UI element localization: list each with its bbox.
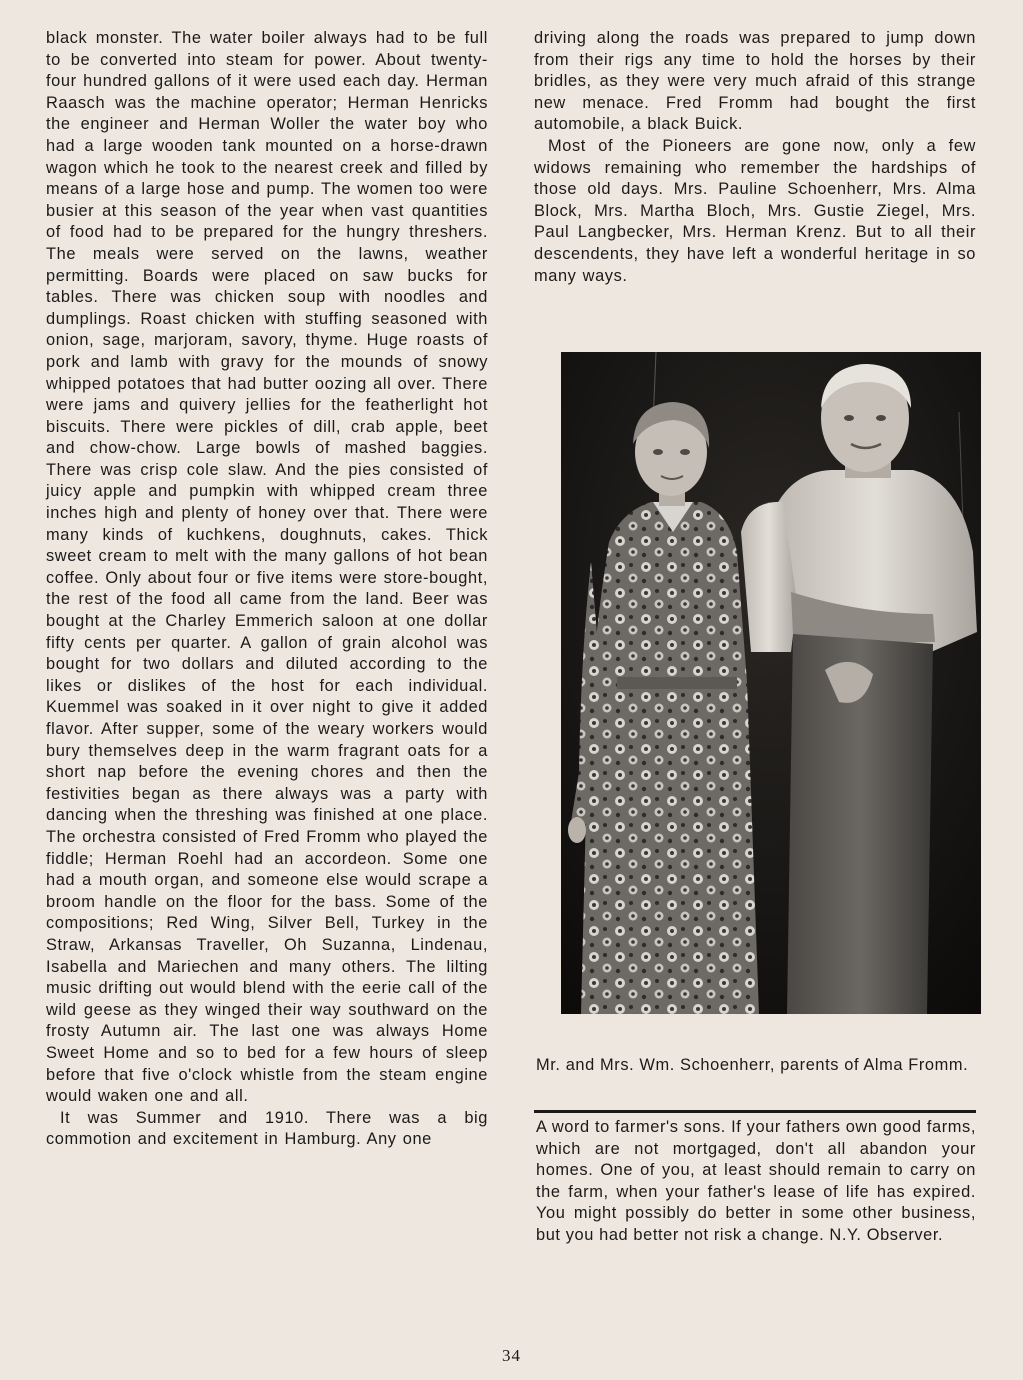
right-paragraph-2: Most of the Pioneers are gone now, only a few widows remaining who remember the hardships of those old days. Mrs. Pauline Schoenherr, Mrs. Alma Block, Mrs. Martha Bloch, Mrs. Gustie Ziegel, Mrs. Paul Langbecker, Mrs. Herman Krenz. But to all their descendents, they have left a wonderful heritage in so many ways. bbox=[534, 136, 976, 285]
left-column bbox=[46, 28, 488, 1151]
couple-photograph bbox=[561, 352, 981, 1014]
photo-caption: Mr. and Mrs. Wm. Schoenherr, parents of Alma Fromm. bbox=[536, 1056, 969, 1074]
section-divider bbox=[534, 1110, 976, 1113]
photo-illustration bbox=[561, 352, 981, 1014]
left-paragraph-1: black monster. The water boiler always had to be full to be converted into steam for power. About twenty-four hundred gallons of it were used each day. Herman Raasch was the machine operator; Herman Henricks the engineer and Herman Woller the water boy who had a large wooden tank mounted on a horse-drawn wagon which he took to the nearest creek and filled by means of a large hose and pump. The women too were busier at this season of the year when vast quantities of food had to be prepared for the hungry threshers. The meals were served on the lawns, weather permitting. Boards were placed on saw bucks for tables. There was chicken soup with noodles and dumplings. Roast chicken with stuffing seasoned with onion, sage, marjoram, savory, thyme. Huge roasts of pork and lamb with gravy for the mounds of snowy whipped potatoes that had butter oozing all over. There were jams and quivery jellies for the featherlight hot biscuits. There were pickles of dill, crab apple, beet and chow-chow. Large bowls of mashed baggies. There was crisp cole slaw. And the pies consisted of juicy apple and pumpkin with whipped cream three inches high and plenty of honey over that. There were many kinds of kuchkens, doughnuts, cakes. Thick sweet cream to melt with the many gallons of hot bean coffee. Only about four or five items were store-bought, the rest of the food all came from the land. Beer was bought at the Charley Emmerich saloon at one dollar fifty cents per quarter. A gallon of grain alcohol was bought for two dollars and diluted according to the likes or dislikes of the host for each individual. Kuemmel was soaked in it over night to give it added flavor. After supper, some of the weary workers would bury themselves deep in the warm fragrant oats for a short nap before the evening chores and then the festivities began as there always was a party with dancing when the threshing was finished at one place. The orchestra consisted of Fred Fromm who played the fiddle; Herman Roehl had an accordeon. Some one had a mouth organ, and someone else would scrape a broom handle on the floor for the bass. Some of the compositions; Red Wing, Silver Bell, Turkey in the Straw, Arkansas Traveller, Oh Suzanna, Lindenau, Isabella and Mariechen and many others. The lilting music drifting out would blend with the eerie call of the wild geese as they winged their way southward on the frosty Autumn air. The last one was always Home Sweet Home and so to bed for a few hours of sleep before that five o'clock whistle from the steam engine would waken one and all. bbox=[46, 29, 488, 1106]
farmers-sons-note: A word to farmer's sons. If your fathers own good farms, which are not mortgaged, don't all abandon your homes. One of you, at least should remain to carry on the farm, when your father's lease of life has expired. You might possibly do better in some other business, but you had better not risk a change. N.Y. Observer. bbox=[536, 1118, 976, 1244]
left-paragraph-2: It was Summer and 1910. There was a big commotion and excitement in Hamburg. Any one bbox=[46, 1108, 488, 1149]
right-column bbox=[534, 28, 976, 287]
right-paragraph-1: driving along the roads was prepared to jump down from their rigs any time to hold the horses by their bridles, as they were very much afraid of this strange new menace. Fred Fromm had bought the first automobile, a black Buick. bbox=[534, 29, 976, 134]
page-number: 34 bbox=[502, 1346, 521, 1365]
